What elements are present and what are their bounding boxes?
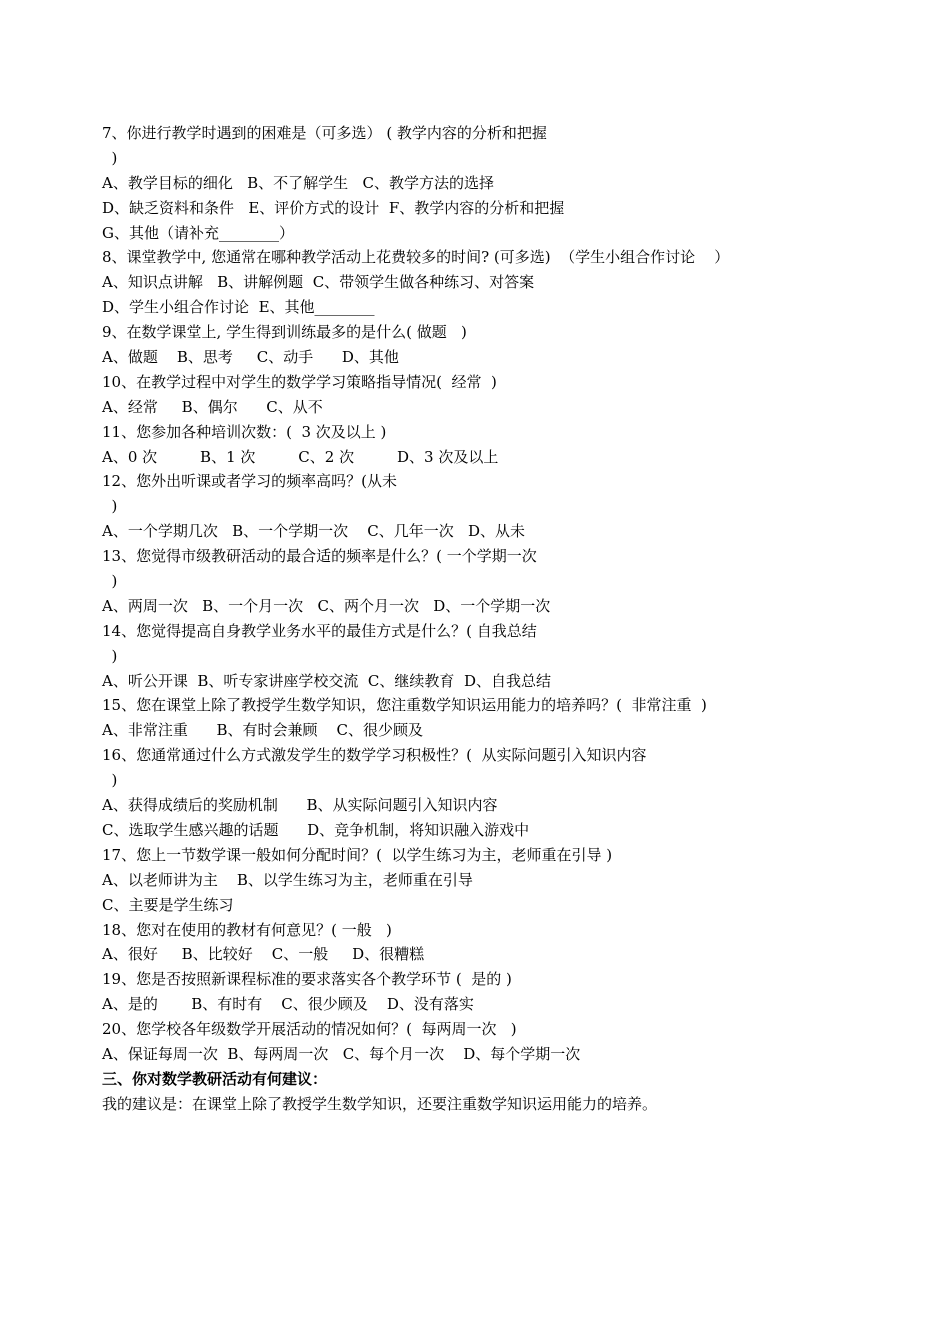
- text-line: D、学生小组合作讨论 E、其他________: [102, 298, 375, 317]
- text-line: A、0 次 B、1 次 C、2 次 D、3 次及以上: [102, 447, 499, 466]
- text-line: A、非常注重 B、有时会兼顾 C、很少顾及: [102, 721, 424, 740]
- text-line: A、经常 B、偶尔 C、从不: [102, 397, 323, 416]
- text-line: 我的建议是：在课堂上除了教授学生数学知识，还要注重数学知识运用能力的培养。: [102, 1094, 658, 1113]
- text-line: A、是的 B、有时有 C、很少顾及 D、没有落实: [102, 995, 474, 1014]
- text-line: 18、您对在使用的教材有何意见？( 一般 ): [102, 920, 392, 939]
- text-line: ): [102, 771, 118, 790]
- text-line: 20、您学校各年级数学开展活动的情况如何？( 每两周一次 ): [102, 1020, 517, 1039]
- text-line: D、缺乏资料和条件 E、评价方式的设计 F、教学内容的分析和把握: [102, 198, 565, 217]
- text-line: A、教学目标的细化 B、不了解学生 C、教学方法的选择: [102, 173, 494, 192]
- text-line: 12、您外出听课或者学习的频率高吗？(从未: [102, 472, 397, 491]
- text-line: 10、在教学过程中对学生的数学学习策略指导情况( 经常 ): [102, 372, 497, 391]
- text-line: C、主要是学生练习: [102, 895, 234, 914]
- text-line: A、以老师讲为主 B、以学生练习为主，老师重在引导: [102, 870, 473, 889]
- text-line: A、获得成绩后的奖励机制 B、从实际问题引入知识内容: [102, 796, 498, 815]
- text-line: A、两周一次 B、一个月一次 C、两个月一次 D、一个学期一次: [102, 596, 551, 615]
- text-line: A、做题 B、思考 C、动手 D、其他: [102, 348, 399, 367]
- text-line: A、保证每周一次 B、每两周一次 C、每个月一次 D、每个学期一次: [102, 1044, 581, 1063]
- text-line: A、知识点讲解 B、讲解例题 C、带领学生做各种练习、对答案: [102, 273, 535, 292]
- text-line: 14、您觉得提高自身教学业务水平的最佳方式是什么？( 自我总结: [102, 621, 537, 640]
- section-heading: 三、你对数学教研活动有何建议：: [102, 1069, 328, 1088]
- text-line: 19、您是否按照新课程标准的要求落实各个教学环节 ( 是的 ): [102, 970, 512, 989]
- text-line: 16、您通常通过什么方式激发学生的数学学习积极性？( 从实际问题引入知识内容: [102, 746, 647, 765]
- text-line: ): [102, 572, 118, 591]
- text-line: C、选取学生感兴趣的话题 D、竞争机制，将知识融入游戏中: [102, 820, 530, 839]
- text-line: ): [102, 646, 118, 665]
- text-line: G、其他（请补充________）: [102, 223, 294, 242]
- text-line: A、一个学期几次 B、一个学期一次 C、几年一次 D、从未: [102, 522, 526, 541]
- text-line: 7、你进行教学时遇到的困难是（可多选） ( 教学内容的分析和把握: [102, 124, 547, 142]
- text-line: A、听公开课 B、听专家讲座学校交流 C、继续教育 D、自我总结: [102, 671, 551, 690]
- document-body: [102, 121, 922, 1117]
- text-line: 9、在数学课堂上, 学生得到训练最多的是什么( 做题 ): [102, 323, 467, 342]
- text-line: ): [102, 148, 118, 167]
- text-line: 15、您在课堂上除了教授学生数学知识，您注重数学知识运用能力的培养吗？( 非常注重 ): [102, 696, 707, 715]
- text-line: 13、您觉得市级教研活动的最合适的频率是什么？( 一个学期一次: [102, 547, 537, 566]
- text-line: 11、您参加各种培训次数：( 3 次及以上 ): [102, 422, 387, 441]
- text-line: 17、您上一节数学课一般如何分配时间？( 以学生练习为主，老师重在引导 ): [102, 845, 613, 864]
- text-line: 8、课堂教学中, 您通常在哪种教学活动上花费较多的时间? (可多选) （学生小组合作讨论 ）: [102, 248, 730, 267]
- text-line: ): [102, 497, 118, 516]
- text-line: A、很好 B、比较好 C、一般 D、很糟糕: [102, 945, 425, 964]
